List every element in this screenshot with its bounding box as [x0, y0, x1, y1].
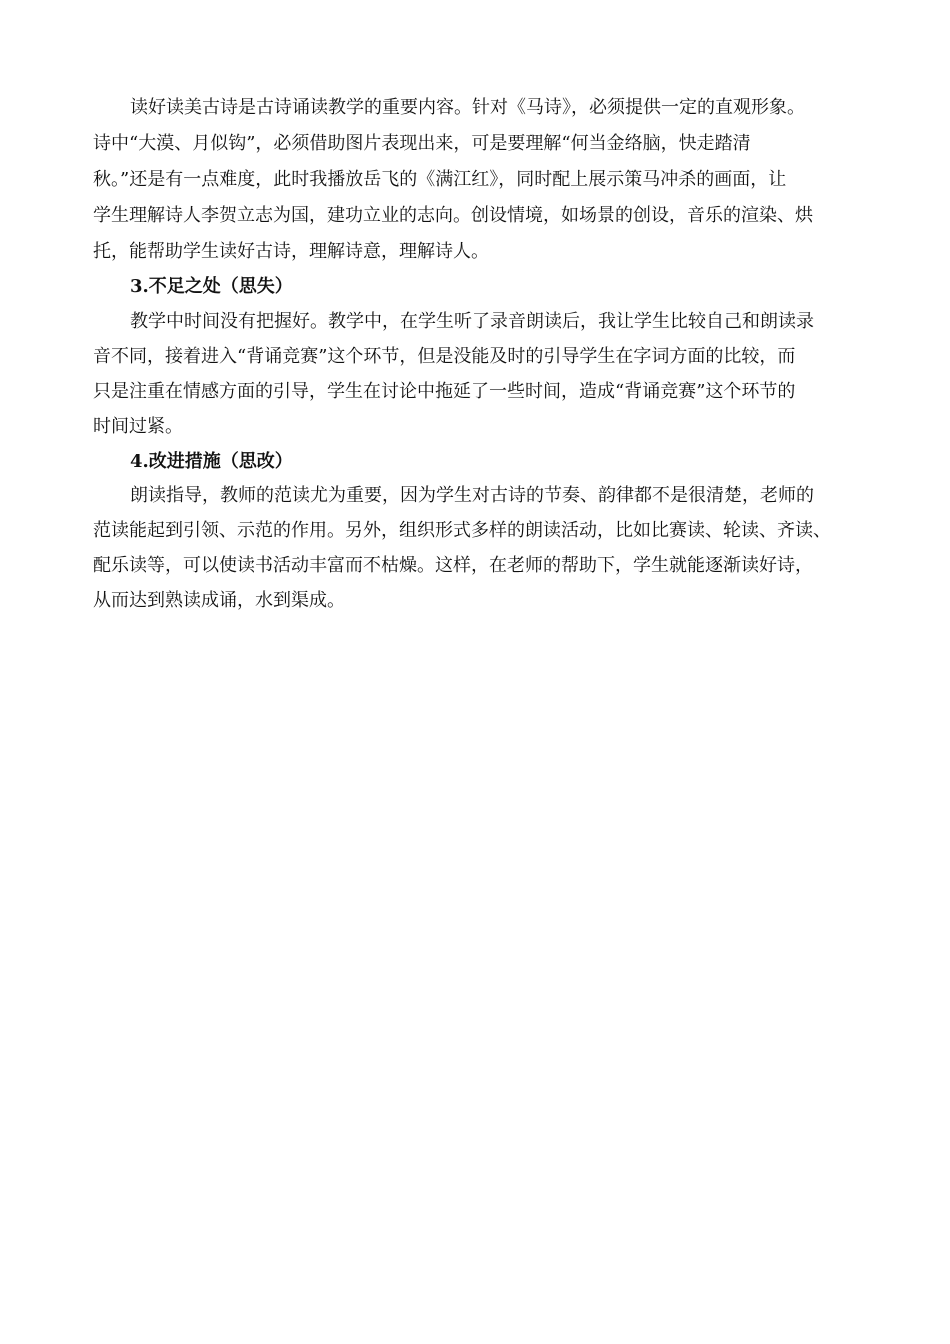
- paragraph-3-line-2: 范读能起到引领、示范的作用。另外，组织形式多样的朗读活动，比如比赛读、轮读、齐读、: [93, 520, 831, 541]
- section-heading-4: 4.改进措施（思改）: [130, 451, 293, 472]
- paragraph-1-line-4: 学生理解诗人李贺立志为国，建功立业的志向。创设情境，如场景的创设，音乐的渲染、烘: [93, 205, 813, 226]
- paragraph-2-line-3: 只是注重在情感方面的引导，学生在讨论中拖延了一些时间，造成“背诵竞赛”这个环节的: [93, 381, 796, 402]
- paragraph-3-line-1: 朗读指导，教师的范读尤为重要，因为学生对古诗的节奏、韵律都不是很清楚，老师的: [130, 485, 814, 506]
- section-heading-3: 3.不足之处（思失）: [130, 276, 293, 297]
- paragraph-3-line-4: 从而达到熟读成诵，水到渠成。: [93, 590, 345, 611]
- paragraph-1-line-3: 秋。”还是有一点难度，此时我播放岳飞的《满江红》，同时配上展示策马冲杀的画面，让: [93, 169, 787, 190]
- paragraph-1-line-5: 托，能帮助学生读好古诗，理解诗意，理解诗人。: [93, 241, 489, 262]
- paragraph-2-line-4: 时间过紧。: [93, 416, 183, 437]
- paragraph-2-line-2: 音不同，接着进入“背诵竞赛”这个环节，但是没能及时的引导学生在字词方面的比较，而: [93, 346, 796, 367]
- paragraph-1-line-1: 读好读美古诗是古诗诵读教学的重要内容。针对《马诗》，必须提供一定的直观形象。: [130, 97, 805, 118]
- paragraph-1-line-2: 诗中“大漠、月似钩”，必须借助图片表现出来，可是要理解“何当金络脑，快走踏清: [93, 133, 751, 154]
- paragraph-2-line-1: 教学中时间没有把握好。教学中，在学生听了录音朗读后，我让学生比较自己和朗读录: [130, 311, 814, 332]
- paragraph-3-line-3: 配乐读等，可以使读书活动丰富而不枯燥。这样，在老师的帮助下，学生就能逐渐读好诗，: [93, 555, 813, 576]
